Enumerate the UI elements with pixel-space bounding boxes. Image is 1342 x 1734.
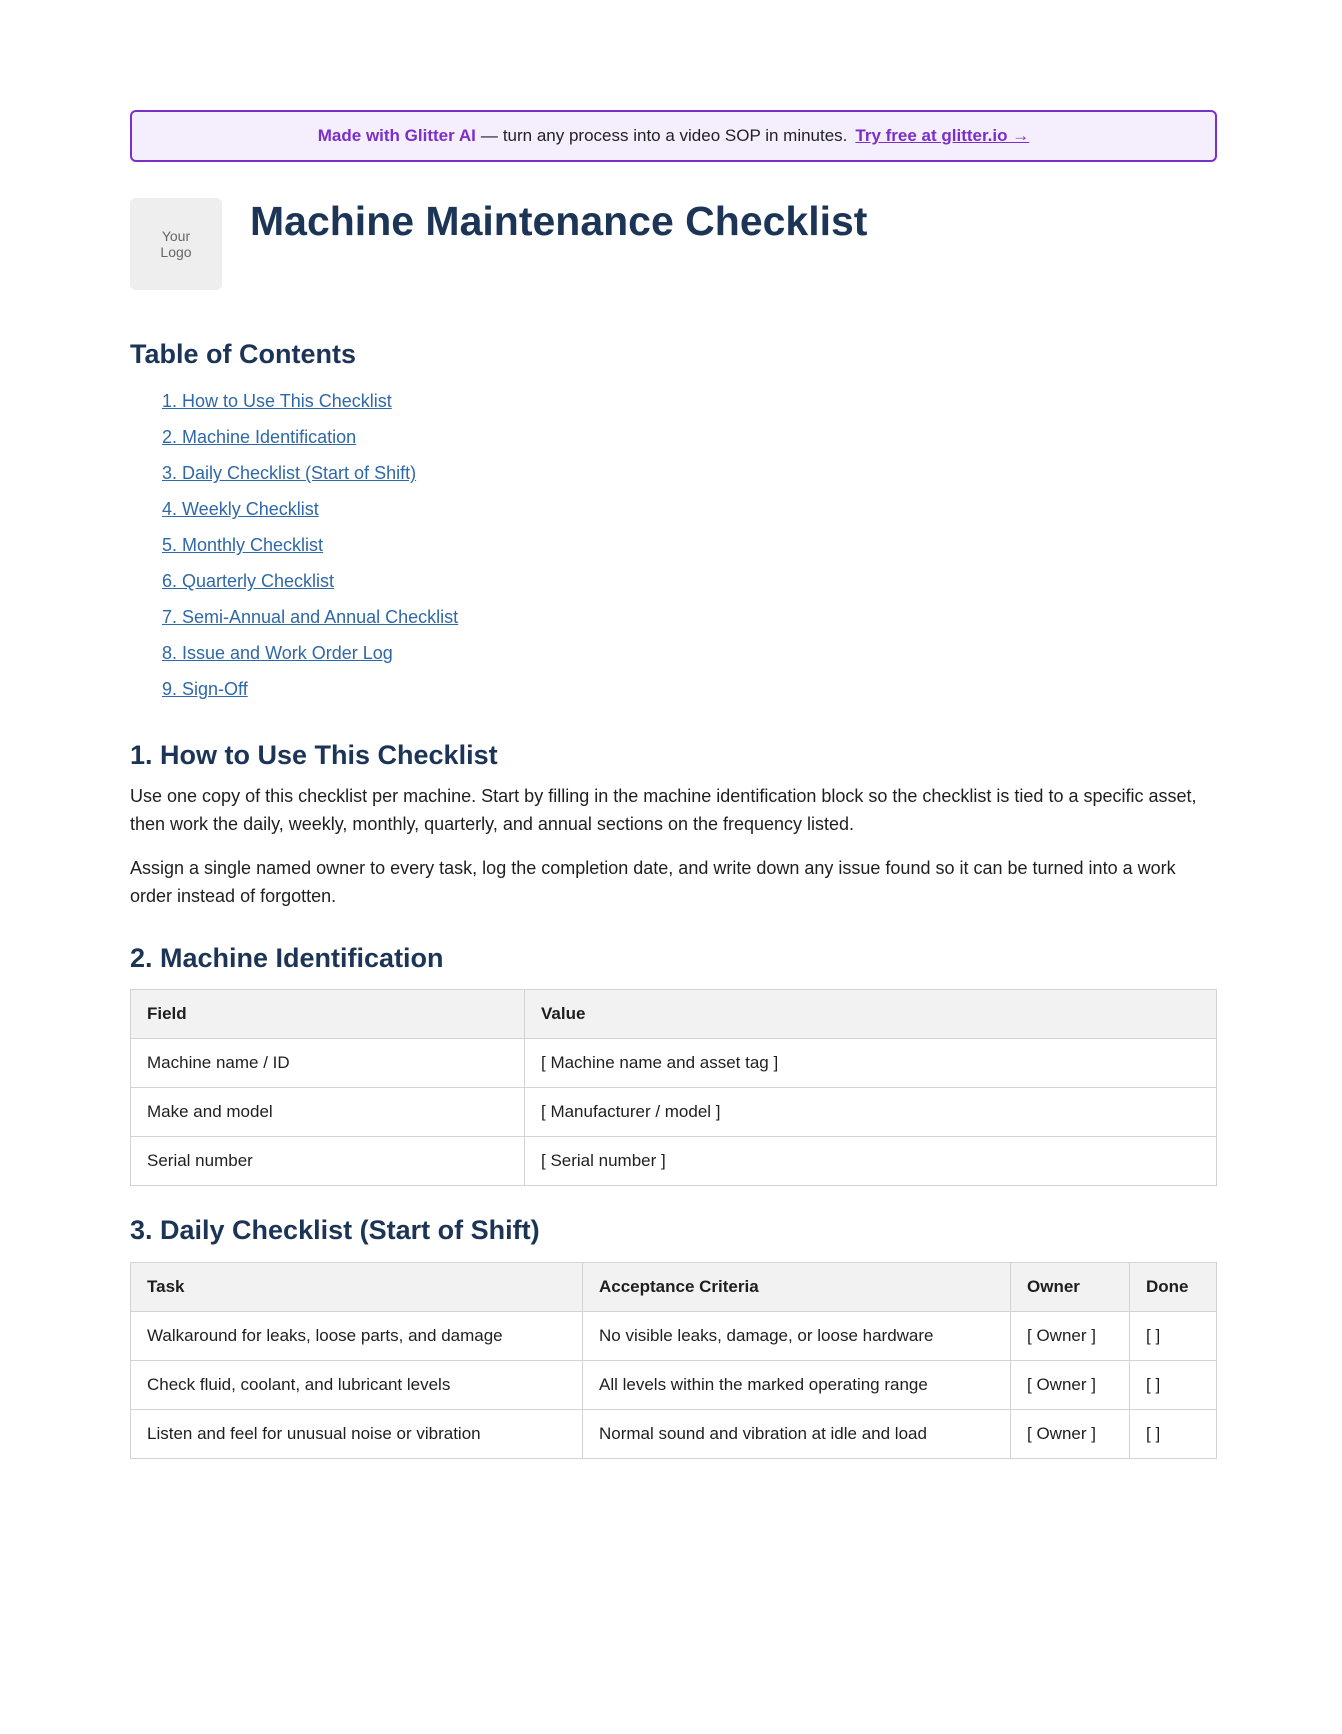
done-checkbox[interactable]: [ ] — [1130, 1360, 1217, 1409]
column-header: Task — [131, 1262, 583, 1311]
banner-cta-link[interactable]: Try free at glitter.io → — [855, 126, 1030, 145]
toc-link-how-to-use[interactable]: 1. How to Use This Checklist — [162, 391, 392, 412]
toc-link-quarterly-checklist[interactable]: 6. Quarterly Checklist — [162, 571, 335, 592]
banner-separator: — — [480, 126, 498, 145]
value-cell[interactable]: [ Manufacturer / model ] — [525, 1088, 1217, 1137]
done-checkbox[interactable]: [ ] — [1130, 1409, 1217, 1458]
logo-placeholder — [130, 198, 222, 290]
toc-item — [162, 534, 1217, 570]
machine-identification-table — [130, 989, 1217, 1186]
toc-heading: Table of Contents — [130, 339, 356, 369]
value-cell[interactable]: [ Serial number ] — [525, 1137, 1217, 1186]
criteria-cell: No visible leaks, damage, or loose hardware — [583, 1311, 1011, 1360]
section-heading-machine-identification: 2. Machine Identification — [130, 942, 444, 973]
section-heading-daily-checklist: 3. Daily Checklist (Start of Shift) — [130, 1215, 540, 1246]
toc-item — [162, 462, 1217, 498]
done-checkbox[interactable]: [ ] — [1130, 1311, 1217, 1360]
criteria-cell: All levels within the marked operating range — [583, 1360, 1011, 1409]
logo-line-1: Your — [161, 228, 191, 244]
table-of-contents — [162, 390, 1217, 714]
owner-cell[interactable]: [ Owner ] — [1011, 1311, 1130, 1360]
table-row — [131, 1039, 1217, 1088]
table-header-row — [131, 1262, 1217, 1311]
value-cell[interactable]: [ Machine name and asset tag ] — [525, 1039, 1217, 1088]
criteria-cell: Normal sound and vibration at idle and load — [583, 1409, 1011, 1458]
section-paragraph: Assign a single named owner to every task, log the completion date, and write down any issue found so it can be turned into a work order instead of forgotten. — [130, 857, 1176, 906]
table-header-row — [131, 990, 1217, 1039]
toc-item — [162, 678, 1217, 714]
section-paragraph: Use one copy of this checklist per machine. Start by filling in the machine identification block so the checklist is tied to a specific asset, then work the daily, weekly, monthly, quarterly, and annual sections on the frequency listed. — [130, 785, 1197, 834]
toc-item — [162, 642, 1217, 678]
column-header: Owner — [1011, 1262, 1130, 1311]
field-cell: Serial number — [131, 1137, 525, 1186]
banner-brand: Made with Glitter AI — [317, 126, 476, 145]
section-heading-how-to-use: 1. How to Use This Checklist — [130, 740, 498, 771]
task-cell: Check fluid, coolant, and lubricant levels — [131, 1360, 583, 1409]
toc-link-issue-log[interactable]: 8. Issue and Work Order Log — [162, 643, 393, 664]
field-cell: Machine name / ID — [131, 1039, 525, 1088]
toc-item — [162, 498, 1217, 534]
owner-cell[interactable]: [ Owner ] — [1011, 1360, 1130, 1409]
toc-link-monthly-checklist[interactable]: 5. Monthly Checklist — [162, 535, 324, 556]
column-header: Acceptance Criteria — [583, 1262, 1011, 1311]
toc-item — [162, 570, 1217, 606]
toc-item — [162, 426, 1217, 462]
promo-banner — [130, 110, 1217, 162]
toc-link-sign-off[interactable]: 9. Sign-Off — [162, 679, 248, 700]
table-row — [131, 1311, 1217, 1360]
toc-link-annual-checklist[interactable]: 7. Semi-Annual and Annual Checklist — [162, 607, 459, 628]
column-header: Value — [525, 990, 1217, 1039]
table-row — [131, 1137, 1217, 1186]
daily-checklist-table — [130, 1262, 1217, 1459]
logo-line-2: Logo — [160, 244, 192, 260]
field-cell: Make and model — [131, 1088, 525, 1137]
table-row — [131, 1088, 1217, 1137]
banner-text: turn any process into a video SOP in minutes. — [502, 126, 848, 145]
page-title: Machine Maintenance Checklist — [250, 198, 868, 244]
toc-link-machine-identification[interactable]: 2. Machine Identification — [162, 427, 357, 448]
toc-link-daily-checklist[interactable]: 3. Daily Checklist (Start of Shift) — [162, 463, 417, 484]
task-cell: Walkaround for leaks, loose parts, and damage — [131, 1311, 583, 1360]
toc-item — [162, 606, 1217, 642]
toc-link-weekly-checklist[interactable]: 4. Weekly Checklist — [162, 499, 319, 520]
document-header — [130, 198, 1217, 290]
table-row — [131, 1409, 1217, 1458]
document-page — [130, 110, 1217, 1459]
owner-cell[interactable]: [ Owner ] — [1011, 1409, 1130, 1458]
task-cell: Listen and feel for unusual noise or vibration — [131, 1409, 583, 1458]
table-row — [131, 1360, 1217, 1409]
column-header: Done — [1130, 1262, 1217, 1311]
column-header: Field — [131, 990, 525, 1039]
toc-item — [162, 390, 1217, 426]
